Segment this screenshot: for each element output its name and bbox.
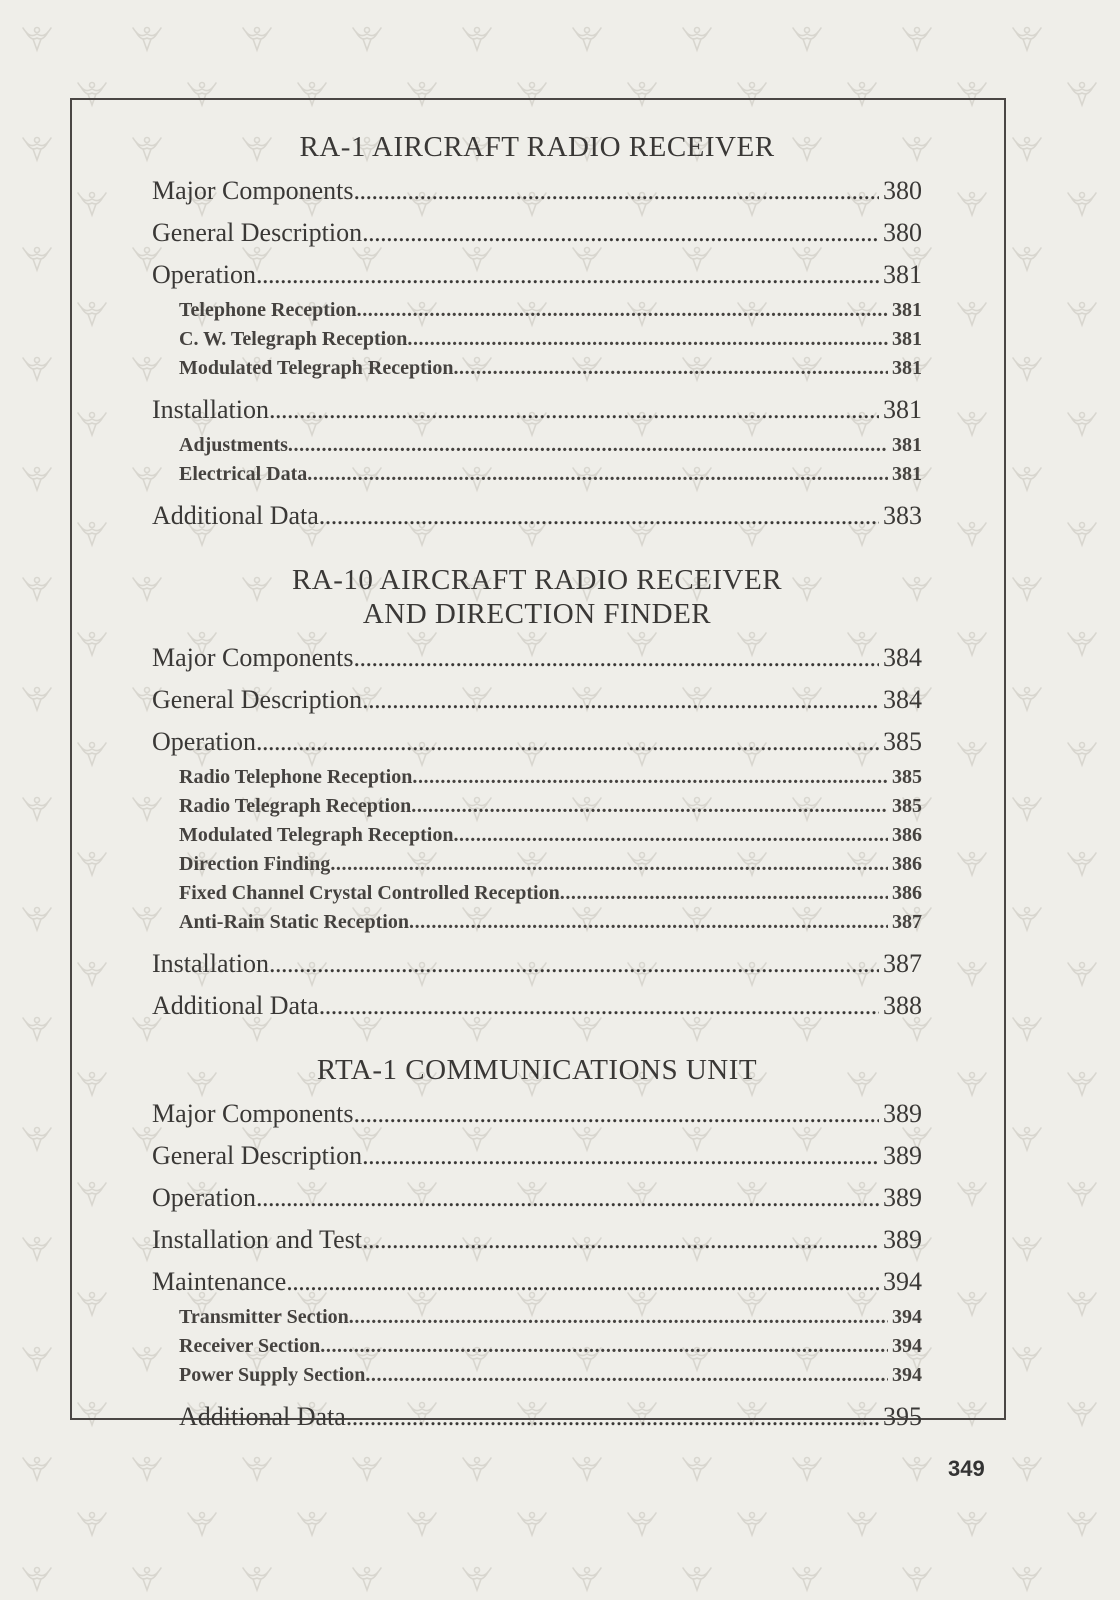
entry-title: Modulated Telegraph Reception — [179, 824, 454, 846]
toc-entry[interactable] — [152, 1261, 922, 1303]
eagle-emblem-icon — [1010, 680, 1044, 714]
entry-page-number: 380 — [883, 176, 922, 205]
eagle-emblem-icon — [1065, 735, 1099, 769]
eagle-emblem-icon — [515, 1505, 549, 1539]
eagle-emblem-icon — [20, 1120, 54, 1154]
eagle-emblem-icon — [20, 570, 54, 604]
entry-page-number: 381 — [892, 328, 922, 350]
entry-page-number: 386 — [892, 853, 922, 875]
section-title-line: RA-1 AIRCRAFT RADIO RECEIVER — [299, 131, 775, 163]
toc-entry[interactable] — [152, 985, 922, 1027]
entry-title: General Description — [152, 685, 363, 714]
entry-title: Fixed Channel Crystal Controlled Reception — [179, 882, 560, 904]
page-number: 349 — [948, 1456, 985, 1481]
eagle-emblem-icon — [790, 1560, 824, 1594]
toc-entry[interactable] — [152, 1219, 922, 1261]
toc-entry[interactable] — [152, 495, 922, 537]
entry-page-number: 394 — [892, 1364, 922, 1386]
eagle-emblem-icon — [130, 20, 164, 54]
eagle-emblem-icon — [295, 1505, 329, 1539]
eagle-emblem-icon — [1010, 20, 1044, 54]
entry-page-number: 389 — [883, 1183, 922, 1212]
eagle-emblem-icon — [1065, 185, 1099, 219]
toc-subentry[interactable] — [152, 879, 922, 908]
entry-page-number: 394 — [883, 1267, 922, 1296]
eagle-emblem-icon — [130, 1450, 164, 1484]
entry-page-number: 381 — [892, 357, 922, 379]
dot-leader — [256, 721, 879, 763]
entry-page-number: 394 — [892, 1306, 922, 1328]
toc-entry[interactable] — [152, 1135, 922, 1177]
eagle-emblem-icon — [1065, 625, 1099, 659]
entry-page-number: 386 — [892, 824, 922, 846]
eagle-emblem-icon — [240, 20, 274, 54]
entry-page-number: 387 — [883, 949, 922, 978]
toc-entry[interactable] — [152, 254, 922, 296]
eagle-emblem-icon — [790, 1450, 824, 1484]
eagle-emblem-icon — [1010, 1340, 1044, 1374]
eagle-emblem-icon — [570, 1560, 604, 1594]
entry-page-number: 387 — [892, 911, 922, 933]
toc-subentry[interactable] — [152, 850, 922, 879]
section-title-line: AND DIRECTION FINDER — [362, 598, 712, 630]
eagle-emblem-icon — [845, 1505, 879, 1539]
eagle-emblem-icon — [1065, 1285, 1099, 1319]
entry-page-number: 394 — [892, 1335, 922, 1357]
section-title-line: RTA-1 COMMUNICATIONS UNIT — [316, 1054, 758, 1086]
toc-subentry[interactable] — [152, 431, 922, 460]
dot-leader — [407, 325, 888, 354]
toc-subentry[interactable] — [152, 763, 922, 792]
eagle-emblem-icon — [1010, 570, 1044, 604]
entry-page-number: 389 — [883, 1099, 922, 1128]
toc-entry[interactable] — [152, 721, 922, 763]
entry-title: Modulated Telegraph Reception — [179, 357, 454, 379]
eagle-emblem-icon — [1065, 1505, 1099, 1539]
eagle-emblem-icon — [460, 1560, 494, 1594]
dot-leader — [320, 1332, 888, 1361]
eagle-emblem-icon — [1010, 460, 1044, 494]
eagle-emblem-icon — [1065, 955, 1099, 989]
eagle-emblem-icon — [350, 1560, 384, 1594]
eagle-emblem-icon — [900, 1560, 934, 1594]
entry-title: Additional Data — [152, 991, 319, 1020]
dot-leader — [354, 170, 880, 212]
section-title — [152, 1053, 922, 1087]
eagle-emblem-icon — [1010, 790, 1044, 824]
entry-title: Power Supply Section — [179, 1364, 366, 1386]
eagle-emblem-icon — [20, 790, 54, 824]
entry-page-number: 384 — [883, 643, 922, 672]
entry-title: Operation — [152, 727, 256, 756]
toc-entry[interactable] — [152, 389, 922, 431]
eagle-emblem-icon — [20, 460, 54, 494]
toc-subentry[interactable] — [152, 1361, 922, 1390]
eagle-emblem-icon — [20, 350, 54, 384]
eagle-emblem-icon — [1065, 845, 1099, 879]
entry-title: Additional Data — [152, 501, 319, 530]
eagle-emblem-icon — [350, 1450, 384, 1484]
toc-entry[interactable] — [152, 679, 922, 721]
eagle-emblem-icon — [570, 1450, 604, 1484]
dot-leader — [411, 792, 888, 821]
entry-title: Installation and Test — [152, 1225, 362, 1254]
entry-page-number: 383 — [883, 501, 922, 530]
toc-entry[interactable] — [152, 212, 922, 254]
toc-subentry[interactable] — [152, 1332, 922, 1361]
entry-title: Installation — [152, 395, 269, 424]
toc-entry[interactable] — [152, 637, 922, 679]
dot-leader — [269, 943, 879, 985]
eagle-emblem-icon — [1065, 405, 1099, 439]
eagle-emblem-icon — [1010, 1450, 1044, 1484]
eagle-emblem-icon — [460, 20, 494, 54]
dot-leader — [409, 908, 888, 937]
entry-title: General Description — [152, 1141, 363, 1170]
entry-title: Radio Telephone Reception — [179, 766, 413, 788]
toc-entry[interactable] — [152, 1396, 922, 1438]
eagle-emblem-icon — [350, 20, 384, 54]
entry-page-number: 381 — [892, 434, 922, 456]
dot-leader — [362, 1135, 879, 1177]
entry-title: Additional Data — [179, 1402, 346, 1431]
entry-title: Major Components — [152, 176, 354, 205]
eagle-emblem-icon — [1010, 900, 1044, 934]
entry-page-number: 381 — [883, 260, 922, 289]
dot-leader — [256, 254, 879, 296]
dot-leader — [354, 637, 880, 679]
entry-page-number: 388 — [883, 991, 922, 1020]
eagle-emblem-icon — [735, 1505, 769, 1539]
dot-leader — [453, 821, 888, 850]
entry-title: Anti-Rain Static Reception — [179, 911, 409, 933]
dot-leader — [319, 985, 879, 1027]
entry-page-number: 385 — [883, 727, 922, 756]
table-of-contents — [152, 130, 922, 1438]
toc-subentry[interactable] — [152, 460, 922, 489]
eagle-emblem-icon — [900, 1450, 934, 1484]
eagle-emblem-icon — [900, 20, 934, 54]
eagle-emblem-icon — [1065, 295, 1099, 329]
toc-subentry[interactable] — [152, 296, 922, 325]
dot-leader — [269, 389, 879, 431]
toc-subentry[interactable] — [152, 792, 922, 821]
eagle-emblem-icon — [1065, 1065, 1099, 1099]
entry-page-number: 389 — [883, 1225, 922, 1254]
dot-leader — [560, 879, 888, 908]
dot-leader — [362, 212, 879, 254]
eagle-emblem-icon — [20, 240, 54, 274]
section-title — [152, 130, 922, 164]
eagle-emblem-icon — [625, 1505, 659, 1539]
eagle-emblem-icon — [1065, 515, 1099, 549]
eagle-emblem-icon — [20, 1450, 54, 1484]
entry-title: General Description — [152, 218, 363, 247]
eagle-emblem-icon — [20, 900, 54, 934]
contents-frame — [70, 98, 1006, 1431]
toc-entry[interactable] — [152, 1177, 922, 1219]
toc-entry[interactable] — [152, 1093, 922, 1135]
dot-leader — [346, 1396, 879, 1438]
dot-leader — [357, 296, 888, 325]
entry-title: Installation — [152, 949, 269, 978]
dot-leader — [362, 1219, 879, 1261]
toc-entry[interactable] — [152, 943, 922, 985]
eagle-emblem-icon — [405, 1505, 439, 1539]
dot-leader — [362, 679, 879, 721]
entry-page-number: 389 — [883, 1141, 922, 1170]
entry-title: Operation — [152, 260, 256, 289]
dot-leader — [349, 1303, 888, 1332]
eagle-emblem-icon — [1010, 130, 1044, 164]
eagle-emblem-icon — [1010, 1560, 1044, 1594]
eagle-emblem-icon — [240, 1560, 274, 1594]
entry-page-number: 385 — [892, 795, 922, 817]
dot-leader — [288, 431, 888, 460]
dot-leader — [256, 1177, 879, 1219]
eagle-emblem-icon — [680, 1560, 714, 1594]
entry-title: Major Components — [152, 1099, 354, 1128]
dot-leader — [412, 763, 888, 792]
eagle-emblem-icon — [20, 1230, 54, 1264]
entry-page-number: 381 — [883, 395, 922, 424]
entry-title: Maintenance — [152, 1267, 287, 1296]
eagle-emblem-icon — [1010, 350, 1044, 384]
eagle-emblem-icon — [1010, 1230, 1044, 1264]
entry-title: Transmitter Section — [179, 1306, 349, 1328]
toc-subentry[interactable] — [152, 325, 922, 354]
eagle-emblem-icon — [460, 1450, 494, 1484]
dot-leader — [330, 850, 888, 879]
eagle-emblem-icon — [1010, 1010, 1044, 1044]
toc-subentry[interactable] — [152, 1303, 922, 1332]
toc-subentry[interactable] — [152, 908, 922, 937]
eagle-emblem-icon — [20, 130, 54, 164]
entry-page-number: 384 — [883, 685, 922, 714]
eagle-emblem-icon — [20, 1340, 54, 1374]
dot-leader — [453, 354, 888, 383]
eagle-emblem-icon — [75, 1505, 109, 1539]
toc-entry[interactable] — [152, 170, 922, 212]
section-title — [152, 563, 922, 631]
entry-page-number: 381 — [892, 299, 922, 321]
entry-title: Adjustments — [179, 434, 288, 456]
entry-title: Major Components — [152, 643, 354, 672]
dot-leader — [354, 1093, 880, 1135]
eagle-emblem-icon — [1065, 1175, 1099, 1209]
eagle-emblem-icon — [680, 1450, 714, 1484]
eagle-emblem-icon — [20, 680, 54, 714]
eagle-emblem-icon — [680, 20, 714, 54]
entry-title: Telephone Reception — [179, 299, 357, 321]
entry-title: C. W. Telegraph Reception — [179, 328, 408, 350]
eagle-emblem-icon — [1010, 240, 1044, 274]
toc-subentry[interactable] — [152, 354, 922, 383]
entry-title: Radio Telegraph Reception — [179, 795, 412, 817]
eagle-emblem-icon — [955, 1505, 989, 1539]
eagle-emblem-icon — [1065, 75, 1099, 109]
eagle-emblem-icon — [790, 20, 824, 54]
entry-page-number: 386 — [892, 882, 922, 904]
eagle-emblem-icon — [20, 1560, 54, 1594]
dot-leader — [307, 460, 888, 489]
entry-title: Receiver Section — [179, 1335, 321, 1357]
dot-leader — [286, 1261, 879, 1303]
eagle-emblem-icon — [240, 1450, 274, 1484]
dot-leader — [319, 495, 879, 537]
eagle-emblem-icon — [570, 20, 604, 54]
entry-title: Electrical Data — [179, 463, 308, 485]
entry-title: Direction Finding — [179, 853, 331, 875]
eagle-emblem-icon — [130, 1560, 164, 1594]
entry-page-number: 395 — [883, 1402, 922, 1431]
entry-page-number: 385 — [892, 766, 922, 788]
entry-title: Operation — [152, 1183, 256, 1212]
entry-page-number: 380 — [883, 218, 922, 247]
eagle-emblem-icon — [20, 20, 54, 54]
section-title-line: RA-10 AIRCRAFT RADIO RECEIVER — [291, 564, 783, 596]
eagle-emblem-icon — [185, 1505, 219, 1539]
eagle-emblem-icon — [20, 1010, 54, 1044]
dot-leader — [365, 1361, 888, 1390]
eagle-emblem-icon — [1010, 1120, 1044, 1154]
eagle-emblem-icon — [1065, 1395, 1099, 1429]
toc-subentry[interactable] — [152, 821, 922, 850]
entry-page-number: 381 — [892, 463, 922, 485]
